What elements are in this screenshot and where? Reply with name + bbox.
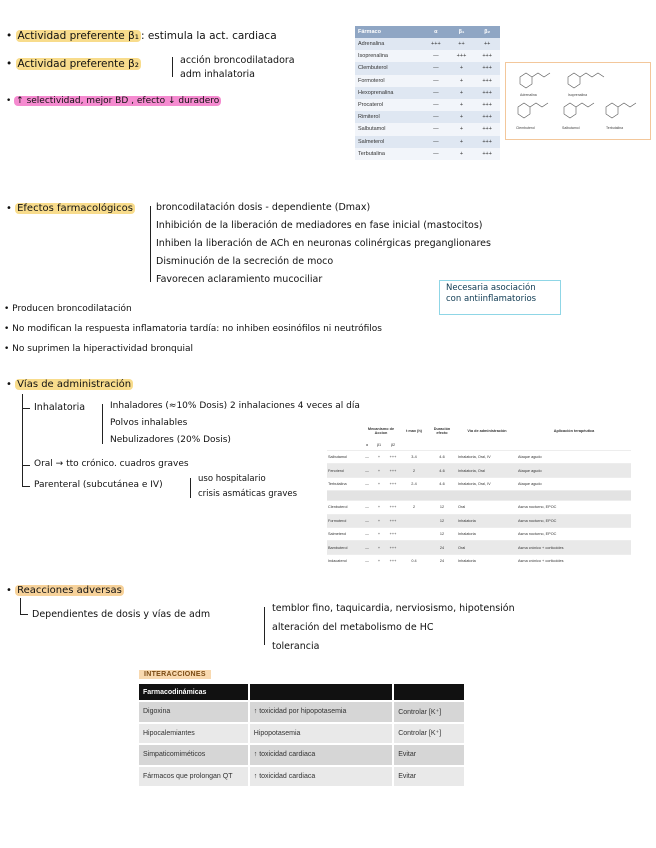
- pk-subheader: β2: [385, 440, 401, 451]
- cell: Inhalatoria: [457, 554, 517, 567]
- inhal-item: Nebulizadores (20% Dosis): [110, 435, 231, 445]
- cell: —: [361, 527, 373, 540]
- cell: Fármacos que prolongan QT: [139, 766, 249, 787]
- cell: +++: [385, 464, 401, 477]
- cell: +: [373, 464, 385, 477]
- effects-bullet: • No suprimen la hiperactividad bronquial: [4, 344, 193, 354]
- cell: —: [423, 99, 449, 111]
- pk-row: [327, 541, 631, 554]
- cell: +: [449, 148, 475, 160]
- cell: Salmeterol: [355, 136, 423, 148]
- pk-header: Duración efecto: [427, 422, 457, 440]
- beta2-line: • Actividad preferente β₂: [6, 58, 139, 70]
- beta2-item: acción broncodilatadora: [180, 55, 295, 66]
- chemical-structures: [505, 62, 651, 140]
- beta2-label: Actividad preferente β₂: [17, 58, 139, 70]
- inhal-bracket: [102, 404, 103, 444]
- cell: Formoterol: [355, 75, 423, 87]
- interactions-header: [393, 684, 465, 701]
- receptor-row: [355, 38, 500, 50]
- cell: —: [423, 136, 449, 148]
- cell: Hexoprenalina: [355, 87, 423, 99]
- cell: ++: [449, 38, 475, 50]
- cell: Asma nocturno, EPOC: [517, 527, 631, 540]
- cell: Salmeterol: [327, 527, 361, 540]
- cell: [401, 541, 427, 554]
- selectivity-line: • ↑ selectividad, mejor BD , efecto ↓ duradero: [6, 96, 220, 106]
- cell: Inhalatoria, Oral, IV: [457, 451, 517, 464]
- effects-bullet-text: No suprimen la hiperactividad bronquial: [12, 344, 193, 354]
- adverse-lead: Dependientes de dosis y vías de adm: [32, 609, 211, 620]
- effects-bullet-text: No modifican la respuesta inflamatoria tardía: no inhiben eosinófilos ni neutrófilos: [12, 324, 382, 334]
- structure-label: Salbutamol: [562, 126, 580, 130]
- cell: +: [373, 541, 385, 554]
- effect-item: broncodilatación dosis - dependiente (Dmax): [156, 202, 371, 213]
- selectivity-text: ↑ selectividad, mejor BD , efecto ↓ duradero: [16, 96, 220, 106]
- receptor-header: β₂: [474, 26, 500, 38]
- inhal-item: Inhaladores (≈10% Dosis) 2 inhalaciones 4 veces al día: [110, 401, 360, 411]
- pk-subheader-row: [327, 440, 631, 451]
- receptor-row: [355, 136, 500, 148]
- cell: Rimiterol: [355, 111, 423, 123]
- cell: ↑ toxicidad cardiaca: [249, 744, 393, 766]
- cell: 12: [427, 514, 457, 527]
- effects-label: Efectos farmacológicos: [17, 203, 133, 214]
- cell: Evitar: [393, 744, 465, 766]
- cell: +: [373, 554, 385, 567]
- cell: Bambuterol: [327, 541, 361, 554]
- receptor-row: [355, 50, 500, 62]
- cell: +++: [474, 87, 500, 99]
- interactions-header: [249, 684, 393, 701]
- pk-subheader: α: [361, 440, 373, 451]
- parenteral-item: crisis asmáticas graves: [198, 489, 298, 499]
- structure-label: Clembuterol: [516, 126, 535, 130]
- effect-item: Disminución de la secreción de moco: [156, 256, 334, 267]
- cell: —: [423, 62, 449, 74]
- route-inhalatoria: Inhalatoria: [34, 402, 86, 413]
- pk-row: [327, 501, 631, 514]
- pk-header: [327, 422, 361, 440]
- receptor-row: [355, 99, 500, 111]
- cell: +++: [449, 50, 475, 62]
- cell: Asma nocturno, EPOC: [517, 501, 631, 514]
- cell: +: [449, 111, 475, 123]
- cell: +++: [385, 527, 401, 540]
- effects-heading: • Efectos farmacológicos: [6, 203, 133, 214]
- adverse-bracket: [264, 607, 265, 645]
- cell: ++: [474, 38, 500, 50]
- cell: Hipopotasemia: [249, 723, 393, 745]
- cell: Fenoterol: [327, 464, 361, 477]
- cell: —: [361, 541, 373, 554]
- cell: ↑ toxicidad por hipopotasemia: [249, 701, 393, 723]
- beta1-text: : estimula la act. cardiaca: [140, 30, 277, 42]
- cell: Clembuterol: [355, 62, 423, 74]
- cell: Controlar [K⁺]: [393, 723, 465, 745]
- cell: Asma crónico + corticoides: [517, 541, 631, 554]
- cell: +: [373, 477, 385, 490]
- pk-row: [327, 477, 631, 490]
- cell: —: [361, 477, 373, 490]
- cell: +++: [474, 148, 500, 160]
- effects-bullet-text: Producen broncodilatación: [12, 304, 132, 314]
- cell: —: [361, 464, 373, 477]
- receptor-table: [355, 26, 500, 160]
- cell: +: [373, 451, 385, 464]
- cell: Isoprenalina: [355, 50, 423, 62]
- cell: Inhalatoria: [457, 527, 517, 540]
- interactions-row: [139, 723, 465, 745]
- receptor-row: [355, 123, 500, 135]
- structure-label: Terbutalina: [606, 126, 624, 130]
- cell: Terbutalina: [327, 477, 361, 490]
- receptor-row: [355, 87, 500, 99]
- cell: +: [449, 75, 475, 87]
- cell: —: [423, 148, 449, 160]
- cell: 4-6: [427, 464, 457, 477]
- cell: —: [423, 123, 449, 135]
- pk-row: [327, 451, 631, 464]
- adverse-arrow-line: [20, 598, 21, 614]
- cell: 24: [427, 554, 457, 567]
- cell: +++: [385, 541, 401, 554]
- cell: +: [373, 514, 385, 527]
- cell: Ataque agudo: [517, 451, 631, 464]
- cell: Inhalatoria: [457, 514, 517, 527]
- cell: Digoxina: [139, 701, 249, 723]
- adverse-item: tolerancia: [272, 641, 320, 652]
- cell: —: [361, 554, 373, 567]
- cell: —: [423, 75, 449, 87]
- cell: ↑ toxicidad cardiaca: [249, 766, 393, 787]
- parenteral-bracket: [190, 478, 191, 498]
- cell: Ataque agudo: [517, 464, 631, 477]
- cell: Hipocalemiantes: [139, 723, 249, 745]
- beta2-item: adm inhalatoria: [180, 69, 255, 80]
- cell: +++: [474, 123, 500, 135]
- pk-header: Vía de administración: [457, 422, 517, 440]
- effects-bracket: [150, 206, 151, 282]
- note-box: [439, 280, 561, 315]
- cell: +++: [385, 477, 401, 490]
- cell: 2-4: [401, 477, 427, 490]
- pk-table: [327, 422, 631, 567]
- cell: Inhalatoria, Oral: [457, 464, 517, 477]
- pk-header: Mecanismo de Accion: [361, 422, 401, 440]
- receptor-row: [355, 148, 500, 160]
- cell: 12: [427, 527, 457, 540]
- receptor-header: Fármaco: [355, 26, 423, 38]
- effects-bullet: • No modifican la respuesta inflamatoria tardía: no inhiben eosinófilos ni neutrófilos: [4, 324, 382, 334]
- cell: +: [449, 87, 475, 99]
- interactions-row: [139, 744, 465, 766]
- cell: Simpaticomiméticos: [139, 744, 249, 766]
- pk-header: Aplicación terapéutica: [517, 422, 631, 440]
- cell: 12: [427, 501, 457, 514]
- cell: +++: [385, 554, 401, 567]
- cell: +: [373, 527, 385, 540]
- beta1-label: Actividad preferente β₁: [17, 30, 139, 42]
- routes-heading: • Vías de administración: [6, 379, 132, 390]
- cell: 24: [427, 541, 457, 554]
- cell: +: [449, 123, 475, 135]
- cell: +++: [474, 136, 500, 148]
- cell: 4-6: [427, 451, 457, 464]
- cell: +++: [474, 50, 500, 62]
- receptor-row: [355, 75, 500, 87]
- cell: —: [423, 111, 449, 123]
- cell: Oral: [457, 541, 517, 554]
- cell: 4-6: [427, 477, 457, 490]
- adverse-heading: • Reacciones adversas: [6, 585, 122, 596]
- cell: Oral: [457, 501, 517, 514]
- cell: +++: [423, 38, 449, 50]
- pk-row: [327, 464, 631, 477]
- pk-row: [327, 527, 631, 540]
- cell: —: [423, 50, 449, 62]
- interactions-title: INTERACCIONES: [139, 670, 211, 679]
- adverse-arrow-tick: [20, 614, 28, 615]
- cell: 0.4: [401, 554, 427, 567]
- route-parenteral: Parenteral (subcutánea e IV): [34, 480, 163, 490]
- routes-label: Vías de administración: [17, 379, 132, 390]
- route-arrow-line: [22, 486, 30, 487]
- beta1-line: • Actividad preferente β₁ : estimula la act. cardiaca: [6, 30, 277, 42]
- interactions-header: Farmacodinámicas: [139, 684, 249, 701]
- inhal-item: Polvos inhalables: [110, 418, 188, 428]
- parenteral-item: uso hospitalario: [198, 474, 266, 484]
- cell: 2: [401, 464, 427, 477]
- receptor-header: α: [423, 26, 449, 38]
- cell: 2: [401, 501, 427, 514]
- adverse-item: temblor fino, taquicardia, nerviosismo, hipotensión: [272, 603, 515, 614]
- cell: 3-4: [401, 451, 427, 464]
- cell: Clenbuterol: [327, 501, 361, 514]
- cell: —: [361, 514, 373, 527]
- cell: +++: [474, 62, 500, 74]
- structure-label: Isoprenalina: [568, 93, 588, 97]
- cell: Ataque agudo: [517, 477, 631, 490]
- cell: [401, 527, 427, 540]
- adverse-label: Reacciones adversas: [17, 585, 122, 596]
- effect-item: Favorecen aclaramiento mucociliar: [156, 274, 323, 285]
- effect-item: Inhiben la liberación de ACh en neuronas colinérgicas preganglionares: [156, 238, 491, 249]
- interactions-row: [139, 701, 465, 723]
- cell: +: [449, 99, 475, 111]
- beta2-bracket: [172, 57, 173, 77]
- cell: Procaterol: [355, 99, 423, 111]
- pk-header: t max (h): [401, 422, 427, 440]
- cell: Evitar: [393, 766, 465, 787]
- cell: Salbutamol: [327, 451, 361, 464]
- cell: Indacaterol: [327, 554, 361, 567]
- receptor-header: β₁: [449, 26, 475, 38]
- cell: Terbutalina: [355, 148, 423, 160]
- receptor-row: [355, 111, 500, 123]
- cell: +++: [474, 75, 500, 87]
- cell: —: [361, 451, 373, 464]
- pk-separator: [327, 491, 631, 501]
- interactions-table: [139, 684, 466, 786]
- note-line: Necesaria asociación: [446, 283, 536, 293]
- cell: +++: [385, 501, 401, 514]
- receptor-row: [355, 62, 500, 74]
- route-arrow-line: [22, 465, 30, 466]
- cell: Salbutamol: [355, 123, 423, 135]
- cell: Controlar [K⁺]: [393, 701, 465, 723]
- cell: +: [373, 501, 385, 514]
- cell: +: [449, 62, 475, 74]
- cell: —: [361, 501, 373, 514]
- route-arrow-line: [22, 408, 30, 409]
- effects-bullet: • Producen broncodilatación: [4, 304, 132, 314]
- cell: Inhalatoria, Oral, IV: [457, 477, 517, 490]
- cell: Adrenalina: [355, 38, 423, 50]
- cell: [401, 514, 427, 527]
- route-oral: Oral → tto crónico. cuadros graves: [34, 459, 189, 469]
- interactions-row: [139, 766, 465, 787]
- cell: +++: [474, 111, 500, 123]
- cell: Formoterol: [327, 514, 361, 527]
- cell: —: [423, 87, 449, 99]
- cell: Asma crónico + corticoides: [517, 554, 631, 567]
- cell: +++: [474, 99, 500, 111]
- pk-row: [327, 514, 631, 527]
- cell: +++: [385, 514, 401, 527]
- cell: +++: [385, 451, 401, 464]
- structure-label: Adrenalina: [520, 93, 537, 97]
- effect-item: Inhibición de la liberación de mediadores en fase inicial (mastocitos): [156, 220, 483, 231]
- cell: Asma nocturno, EPOC: [517, 514, 631, 527]
- cell: +: [449, 136, 475, 148]
- note-line: con antiinflamatorios: [446, 294, 537, 305]
- pk-subheader: β1: [373, 440, 385, 451]
- pk-row: [327, 554, 631, 567]
- adverse-item: alteración del metabolismo de HC: [272, 622, 434, 633]
